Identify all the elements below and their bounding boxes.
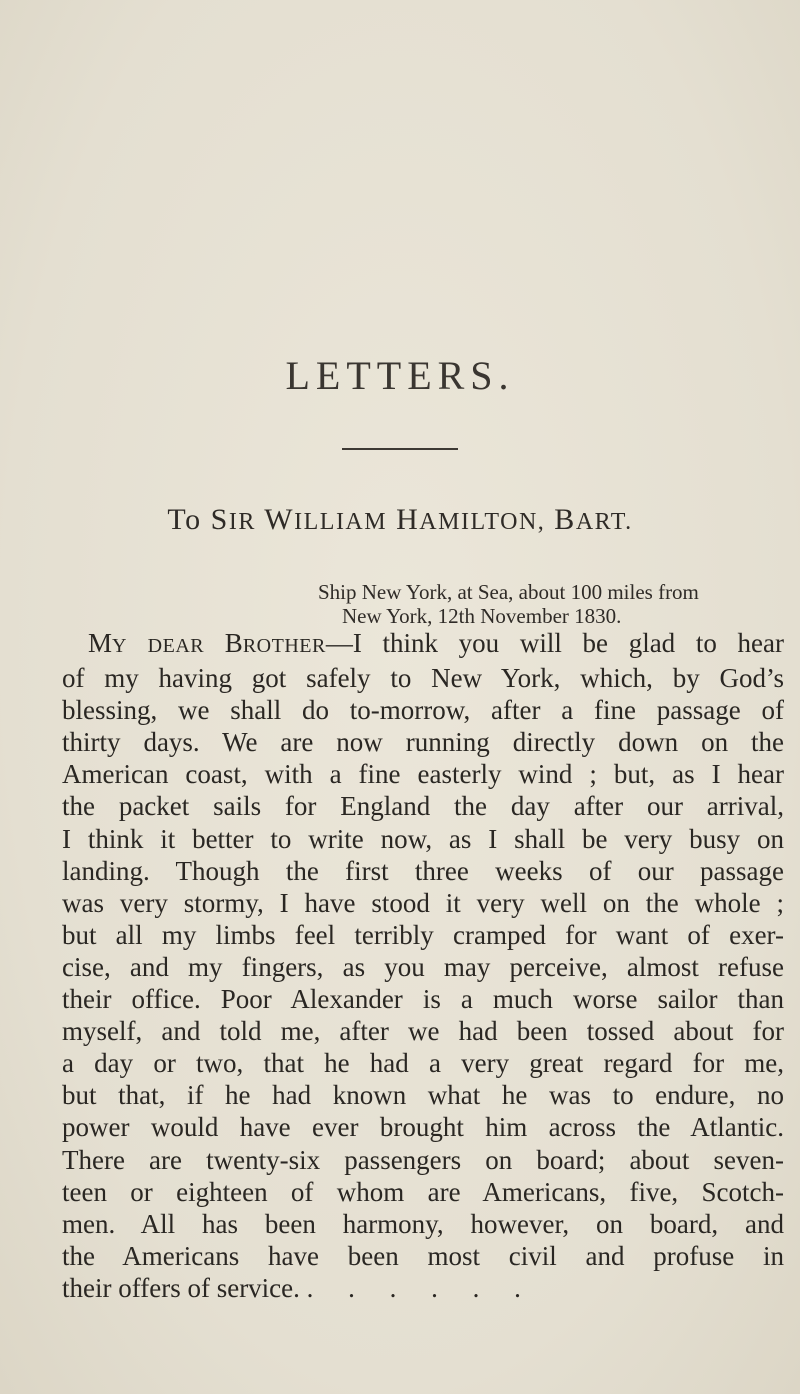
text-line: but that, if he had known what he was to endure, no <box>62 1080 784 1111</box>
text-line: American coast, with a fine easterly wind ; but, as I hear <box>62 759 784 790</box>
text-line: cise, and my fingers, as you may perceive, almost refuse <box>62 951 784 982</box>
heading-divider <box>342 448 458 450</box>
letter-opening-line: MY DEAR BROTHER—I think you will be glad to hear <box>88 628 785 658</box>
text-line: teen or eighteen of whom are Americans, five, Scotch- <box>62 1176 784 1207</box>
dateline-line-1: Ship New York, at Sea, about 100 miles from <box>318 580 699 604</box>
text-line: There are twenty-six passengers on board; about seven- <box>62 1144 784 1175</box>
ellipsis-mark: . . . . . . <box>306 1272 535 1303</box>
text-line: their office. Poor Alexander is a much worse sailor than <box>62 984 784 1015</box>
letter-dateline <box>318 580 788 628</box>
addressee-name-part: HAMILTON, <box>396 503 546 536</box>
letter-addressee <box>0 503 800 536</box>
text-line: thirty days. We are now running directly down on the <box>62 727 784 758</box>
addressee-name-part: WILLIAM <box>264 503 388 536</box>
text-line: was very stormy, I have stood it very well on the whole ; <box>62 887 784 918</box>
text-line: blessing, we shall do to-morrow, after a fine passage of <box>62 695 784 726</box>
section-heading: LETTERS. <box>285 353 515 398</box>
addressee-name-part: SIR <box>210 503 256 536</box>
text-line: myself, and told me, after we had been tossed about for <box>62 1016 784 1047</box>
addressee-name-part: BART. <box>554 503 633 536</box>
text-line: I think it better to write now, as I shall be very busy on <box>62 823 784 854</box>
text-line: of my having got safely to New York, which, by God’s <box>62 663 784 694</box>
text-line: men. All has been harmony, however, on board, and <box>62 1208 784 1239</box>
text-line: landing. Though the first three weeks of our passage <box>62 855 784 886</box>
letter-closing-line: their offers of service. . . . . . . <box>62 1272 535 1303</box>
text-line: power would have ever brought him across the Atlantic. <box>62 1112 784 1143</box>
text-line: the Americans have been most civil and profuse in <box>62 1240 784 1271</box>
letter-body <box>62 627 784 1304</box>
text-line: the packet sails for England the day after our arrival, <box>62 791 784 822</box>
text-line: but all my limbs feel terribly cramped for want of exer- <box>62 919 784 950</box>
dateline-line-2: New York, 12th November 1830. <box>342 604 622 628</box>
salutation: MY DEAR BROTHER <box>88 628 326 658</box>
addressee-to: To <box>167 503 202 536</box>
text-line: a day or two, that he had a very great regard for me, <box>62 1048 784 1079</box>
